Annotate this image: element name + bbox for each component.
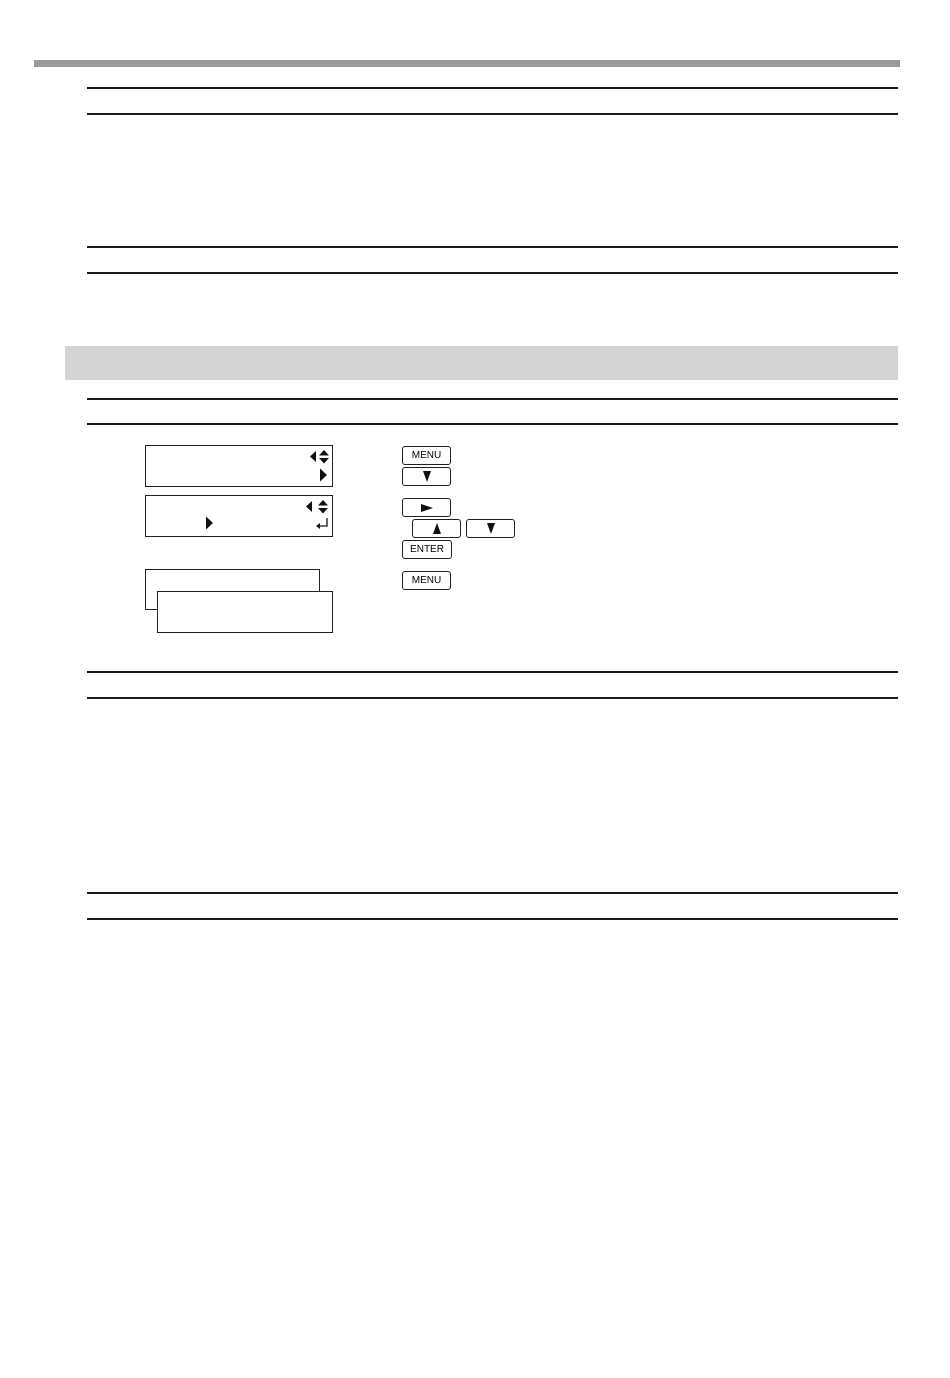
up-key[interactable] — [412, 519, 461, 538]
section-rule — [87, 423, 898, 425]
cursor-arrow-icon — [205, 516, 215, 530]
right-arrow-icon — [319, 468, 329, 482]
header-bar — [34, 60, 900, 67]
down-key[interactable] — [466, 519, 515, 538]
left-updown-arrow-icon — [306, 500, 330, 514]
section-rule — [87, 272, 898, 274]
down-key[interactable] — [402, 467, 451, 486]
section-rule — [87, 398, 898, 400]
lcd-display-front — [157, 591, 333, 633]
enter-return-icon — [316, 517, 330, 530]
enter-key[interactable] — [402, 540, 452, 559]
lcd-display-2 — [145, 495, 333, 537]
up-arrow-icon — [433, 523, 441, 534]
menu-key-label: MENU — [411, 449, 442, 461]
right-arrow-icon — [421, 504, 433, 512]
section-rule — [87, 892, 898, 894]
section-rule — [87, 87, 898, 89]
section-rule — [87, 918, 898, 920]
section-rule — [87, 113, 898, 115]
down-arrow-icon — [487, 523, 495, 534]
section-rule — [87, 697, 898, 699]
menu-key-label: MENU — [411, 574, 442, 586]
lcd-display-1 — [145, 445, 333, 487]
menu-key[interactable] — [402, 446, 451, 465]
down-arrow-icon — [423, 471, 431, 482]
menu-key[interactable] — [402, 571, 451, 590]
section-rule — [87, 671, 898, 673]
right-key[interactable] — [402, 498, 451, 517]
section-rule — [87, 246, 898, 248]
left-updown-arrow-icon — [310, 450, 330, 464]
section-heading-band — [65, 346, 898, 380]
enter-key-label: ENTER — [410, 543, 444, 555]
